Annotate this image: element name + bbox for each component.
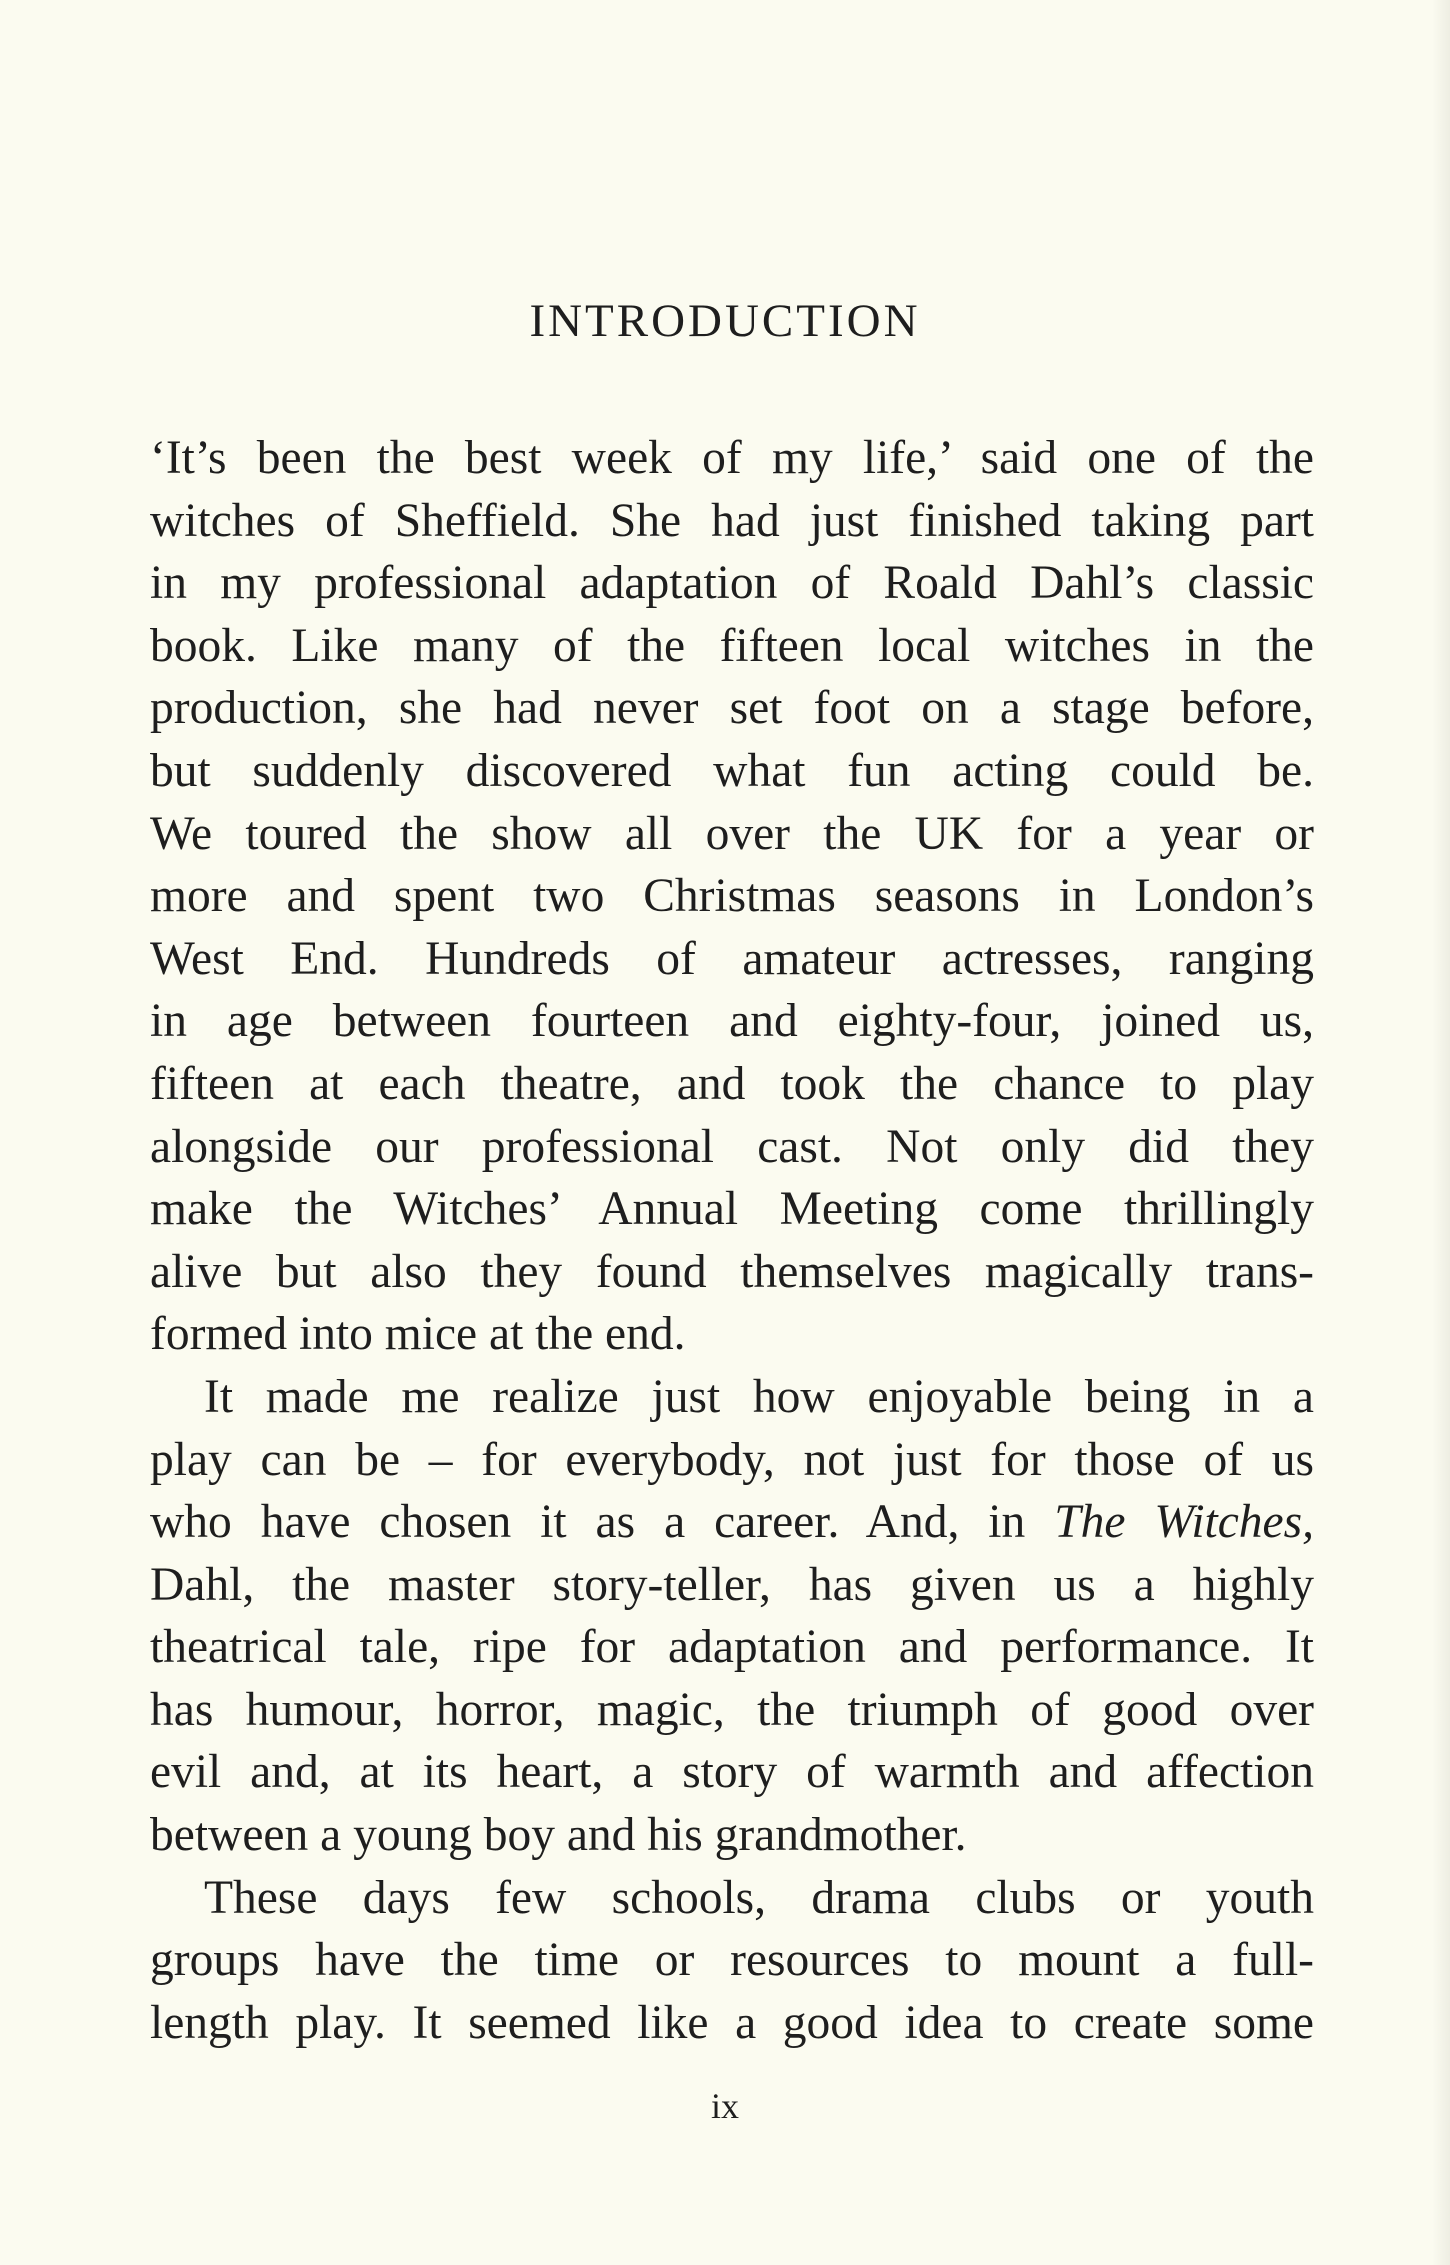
- text-line: [150, 1491, 1314, 1554]
- text-line: witches of Sheffield. She had just finished taking part: [150, 494, 1314, 547]
- text-line: alive but also they found themselves magically trans-: [150, 1245, 1314, 1298]
- text-line: more and spent two Christmas seasons in London’s: [150, 870, 1314, 923]
- text-line: evil and, at its heart, a story of warmth and affection: [150, 1746, 1314, 1799]
- text-line: ‘It’s been the best week of my life,’ said one of the: [150, 432, 1314, 484]
- text-line: play can be – for everybody, not just for those of us: [150, 1433, 1314, 1486]
- text-line: Dahl, the master story-teller, has given us a highly: [150, 1558, 1314, 1611]
- text-line: in age between fourteen and eighty-four, joined us,: [150, 995, 1314, 1048]
- text-line: alongside our professional cast. Not only did they: [150, 1120, 1314, 1173]
- text-line: has humour, horror, magic, the triumph of good over: [150, 1683, 1314, 1736]
- text-line: formed into mice at the end.: [150, 1308, 686, 1361]
- body-text: [150, 427, 1314, 2054]
- text-line: but suddenly discovered what fun acting could be.: [150, 744, 1314, 797]
- text-line: in my professional adaptation of Roald Dahl’s classic: [150, 557, 1314, 610]
- text-line: length play. It seemed like a good idea to create some: [150, 1996, 1314, 2049]
- text-line: We toured the show all over the UK for a year or: [150, 807, 1314, 860]
- text-line: theatrical tale, ripe for adaptation and performance. It: [150, 1621, 1314, 1674]
- text-line: It made me realize just how enjoyable being in a: [204, 1370, 1314, 1423]
- text-line: fifteen at each theatre, and took the chance to play: [150, 1057, 1314, 1110]
- text-line: groups have the time or resources to mount a full-: [150, 1934, 1314, 1987]
- text-line: These days few schools, drama clubs or youth: [204, 1871, 1314, 1924]
- book-title-italic: The Witches,: [1054, 1496, 1315, 1549]
- page-number: ix: [710, 2086, 739, 2126]
- text-segment: who have chosen it as a career. And, in: [150, 1496, 1055, 1549]
- text-line: West End. Hundreds of amateur actresses, ranging: [150, 932, 1314, 985]
- text-line: production, she had never set foot on a stage before,: [150, 682, 1314, 735]
- text-line: book. Like many of the fifteen local witches in the: [150, 619, 1314, 672]
- chapter-title: INTRODUCTION: [529, 295, 921, 347]
- text-line: make the Witches’ Annual Meeting come thrillingly: [150, 1183, 1314, 1236]
- text-line: between a young boy and his grandmother.: [150, 1809, 967, 1862]
